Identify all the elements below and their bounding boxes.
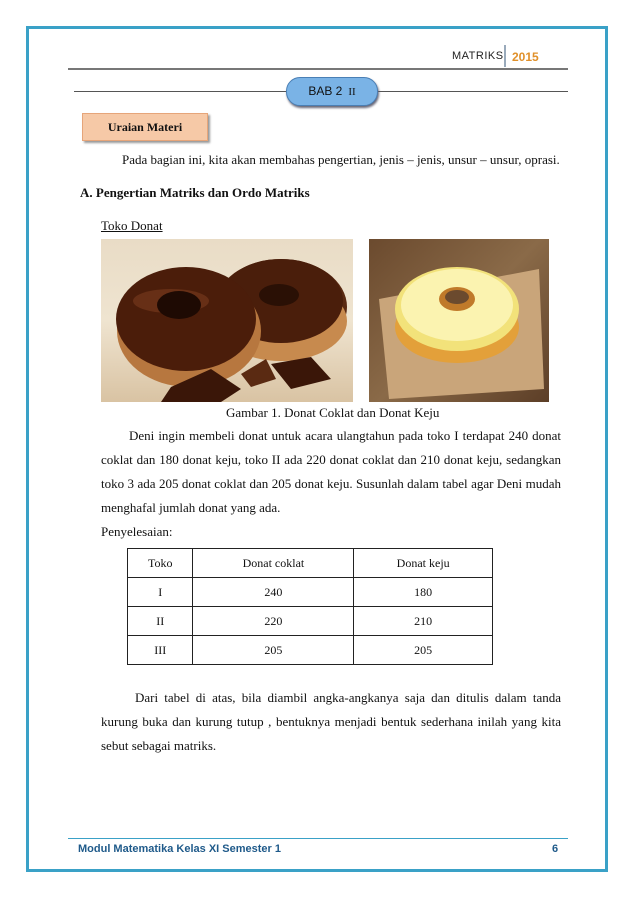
header-title: MATRIKS bbox=[452, 50, 504, 62]
table-row bbox=[128, 636, 493, 665]
chapter-label: BAB 2 bbox=[308, 84, 343, 98]
table-row bbox=[128, 607, 493, 636]
table-header: Toko bbox=[128, 549, 193, 578]
figure-caption: Gambar 1. Donat Coklat dan Donat Keju bbox=[226, 405, 440, 420]
problem-text: Deni ingin membeli donat untuk acara ulangtahun pada toko I terdapat 240 donat coklat dan 180 donat keju, toko II ada 220 donat coklat dan 210 donat keju, sedangkan toko 3 ada 205 donat coklat dan 205 donat keju. Susunlah dalam tabel agar Deni mudah menghafal jumlah donat yang ada. bbox=[101, 428, 561, 515]
table-row bbox=[128, 578, 493, 607]
page-number: 6 bbox=[552, 843, 559, 855]
table-cell: II bbox=[128, 607, 193, 636]
table-cell: 180 bbox=[354, 578, 493, 607]
table-header: Donat keju bbox=[354, 549, 493, 578]
footer-rule bbox=[68, 838, 568, 839]
table-cell: 220 bbox=[193, 607, 354, 636]
table-cell: 205 bbox=[193, 636, 354, 665]
section-heading: A. Pengertian Matriks dan Ordo Matriks bbox=[80, 185, 310, 200]
table-cell: 205 bbox=[354, 636, 493, 665]
table-cell: 240 bbox=[193, 578, 354, 607]
chapter-roman: II bbox=[348, 86, 356, 98]
table-cell: III bbox=[128, 636, 193, 665]
chapter-badge bbox=[286, 77, 378, 106]
table-header-row bbox=[128, 549, 493, 578]
header-rule bbox=[68, 68, 568, 70]
donut-table bbox=[127, 548, 493, 665]
intro-paragraph: Pada bagian ini, kita akan membahas pengertian, jenis – jenis, unsur – unsur, oprasi. bbox=[122, 152, 560, 167]
cheese-donut-image bbox=[369, 239, 549, 402]
conclusion-paragraph bbox=[101, 686, 561, 758]
chocolate-donut-image bbox=[101, 239, 353, 402]
solution-label: Penyelesaian: bbox=[101, 524, 173, 539]
subheading: Toko Donat bbox=[101, 218, 163, 233]
table-header: Donat coklat bbox=[193, 549, 354, 578]
table-cell: 210 bbox=[354, 607, 493, 636]
header-year: 2015 bbox=[512, 50, 539, 64]
section-tag: Uraian Materi bbox=[82, 113, 208, 141]
header-separator bbox=[504, 45, 506, 67]
problem-paragraph bbox=[101, 424, 561, 544]
table-cell: I bbox=[128, 578, 193, 607]
conclusion-text: Dari tabel di atas, bila diambil angka-angkanya saja dan ditulis dalam tanda kurung buka dan kurung tutup , bentuknya menjadi bentuk sederhana inilah yang kita sebut sebagai matriks. bbox=[101, 690, 561, 753]
footer-title: Modul Matematika Kelas XI Semester 1 bbox=[78, 843, 281, 855]
